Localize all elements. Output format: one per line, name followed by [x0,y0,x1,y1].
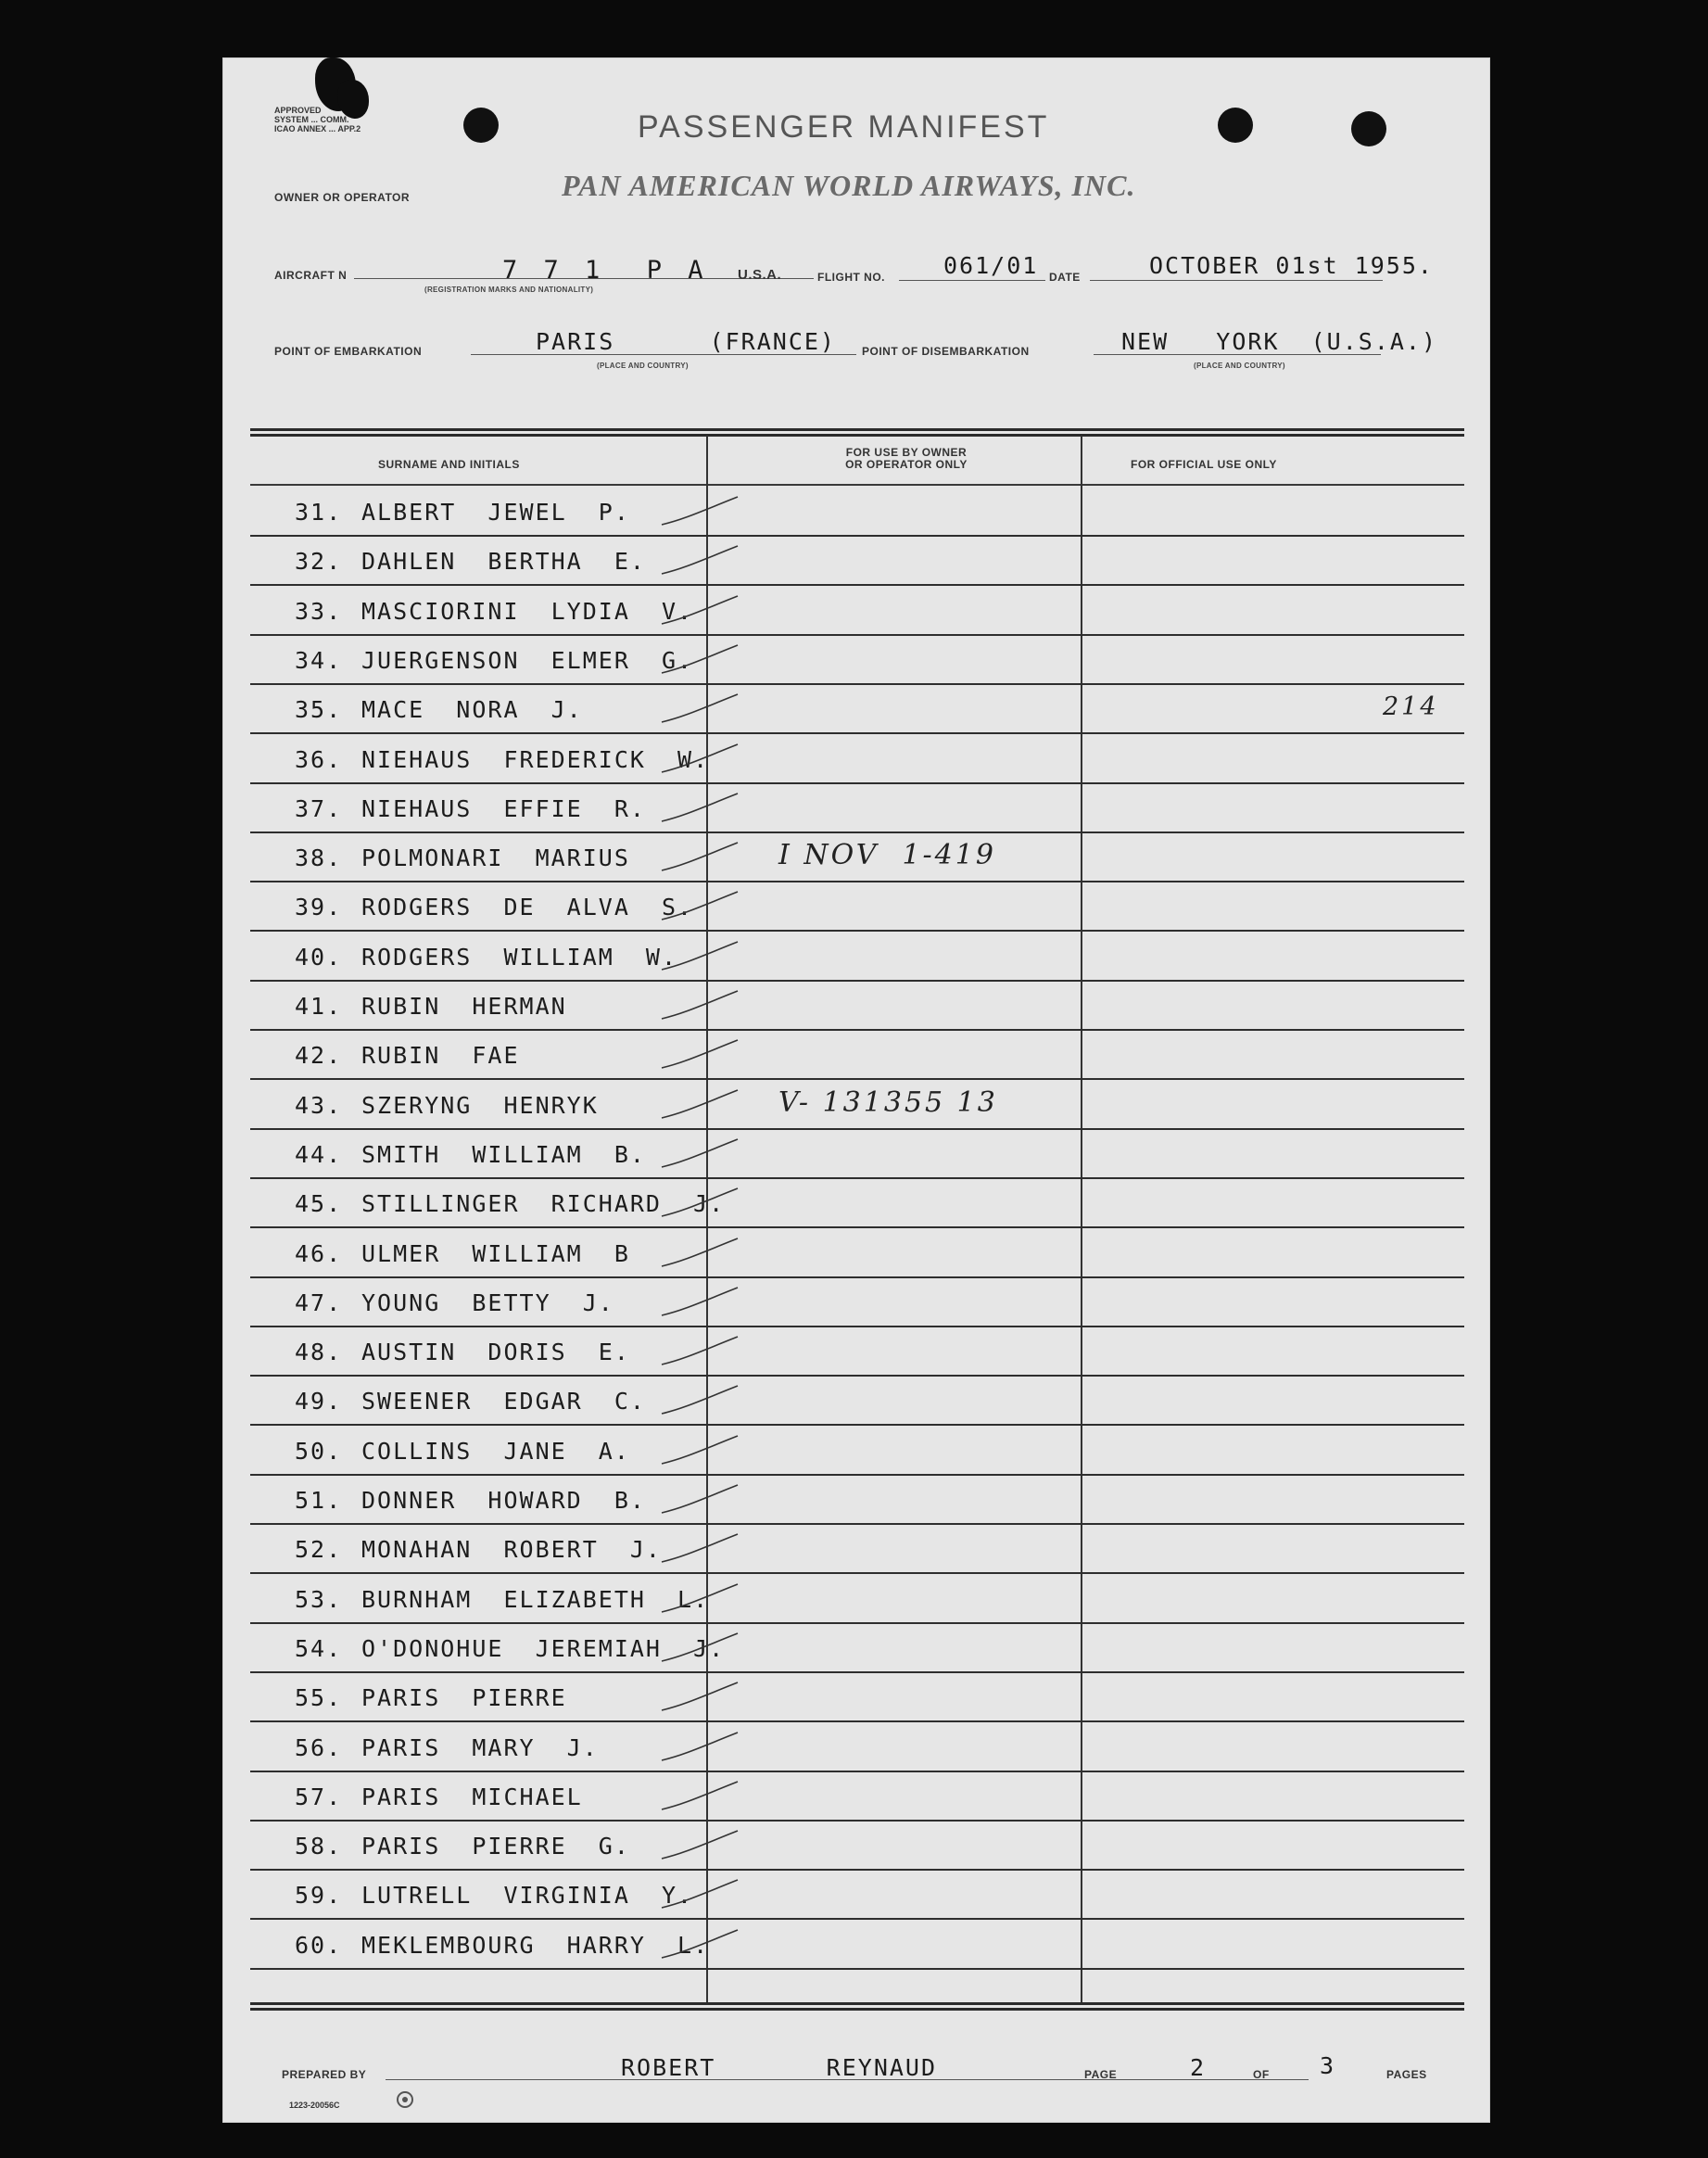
check-mark [658,790,741,827]
check-mark [658,1926,741,1963]
table-row [250,1772,1464,1822]
page-title: PASSENGER MANIFEST [638,109,1050,145]
check-mark [658,1284,741,1321]
column-header-surname: SURNAME AND INITIALS [378,458,520,471]
embarkation-value: PARIS (FRANCE) [536,328,836,355]
check-mark [658,888,741,925]
check-mark [658,1481,741,1518]
table-row [250,1179,1464,1228]
table-row [250,735,1464,784]
approval-line: APPROVED [274,106,322,115]
check-mark [658,493,741,530]
table-row [250,882,1464,932]
check-mark [658,1580,741,1618]
passenger-name: COLLINS JANE A. [361,1437,630,1465]
check-mark [658,1679,741,1716]
underline [1090,280,1383,281]
binder-hole [1351,111,1386,146]
check-mark [658,839,741,876]
check-mark [658,1185,741,1222]
check-mark [658,542,741,579]
official-note: 214 [1383,692,1439,722]
binder-hole [1218,108,1253,143]
prepared-by-label: PREPARED BY [282,2068,367,2081]
passenger-name: DONNER HOWARD B. [361,1487,646,1514]
table-row [250,982,1464,1031]
pages-label: PAGES [1386,2068,1427,2081]
passenger-name: RODGERS WILLIAM W. [361,943,678,971]
passenger-name: MONAHAN ROBERT J. [361,1536,662,1564]
aircraft-value: 7 7 1 P A [502,256,709,285]
column-header-official: FOR OFFICIAL USE ONLY [1131,458,1277,471]
row-number: 38. [295,844,343,872]
table-row [250,488,1464,537]
row-number: 53. [295,1585,343,1613]
passenger-name: MACE NORA J. [361,696,583,724]
row-number: 35. [295,696,343,724]
table-row [250,1723,1464,1772]
passenger-name: STILLINGER RICHARD J. [361,1190,726,1218]
page-total: 3 [1320,2052,1336,2079]
table-bottom-rule [250,2008,1464,2011]
approval-line: ICAO ANNEX ... APP.2 [274,124,361,133]
aircraft-sublabel: (REGISTRATION MARKS AND NATIONALITY) [424,286,594,294]
table-row [250,1229,1464,1278]
check-mark [658,1729,741,1766]
row-number: 55. [295,1684,343,1712]
check-mark [658,1432,741,1469]
passenger-name: ALBERT JEWEL P. [361,499,630,526]
passenger-name: RUBIN HERMAN [361,993,567,1020]
owner-label: OWNER OR OPERATOR [274,191,411,204]
check-mark [658,1333,741,1370]
check-mark [658,691,741,728]
row-number: 50. [295,1437,343,1465]
row-number: 58. [295,1833,343,1860]
table-row [250,1575,1464,1624]
table-row [250,933,1464,982]
row-number: 48. [295,1339,343,1366]
embarkation-label: POINT OF EMBARKATION [274,345,423,358]
row-number: 40. [295,943,343,971]
row-number: 37. [295,794,343,822]
table-row [250,1673,1464,1722]
row-number: 45. [295,1190,343,1218]
row-number: 57. [295,1783,343,1810]
passenger-name: NIEHAUS EFFIE R. [361,794,646,822]
owner-header-line: OR OPERATOR ONLY [845,458,968,471]
passenger-name: MEKLEMBOURG HARRY L. [361,1931,710,1959]
check-mark [658,1778,741,1815]
printer-logo [395,2089,415,2110]
owner-header-line: FOR USE BY OWNER [845,446,968,459]
passenger-name: POLMONARI MARIUS [361,844,630,872]
check-mark [658,1827,741,1864]
row-rule [250,1968,1464,1970]
passenger-name: ULMER WILLIAM B [361,1239,630,1267]
passenger-name: JUERGENSON ELMER G. [361,646,694,674]
check-mark [658,1235,741,1272]
row-number: 39. [295,894,343,921]
prepared-by-value: ROBERT REYNAUD [621,2054,938,2081]
table-row [250,1871,1464,1920]
row-number: 36. [295,745,343,773]
passenger-name: O'DONOHUE JEREMIAH J. [361,1634,726,1662]
row-number: 44. [295,1140,343,1168]
underline [899,280,1045,281]
table-row [250,784,1464,833]
table-row [250,833,1464,882]
date-label: DATE [1049,271,1081,284]
owner-note: V- 131355 13 [778,1085,998,1119]
table-row [250,1427,1464,1476]
passenger-name: SZERYNG HENRYK [361,1091,599,1119]
table-top-rule [250,434,1464,437]
row-number: 51. [295,1487,343,1514]
owner-note: I NOV 1-419 [778,839,996,872]
page-label: PAGE [1084,2068,1118,2081]
table-row [250,1031,1464,1080]
row-number: 33. [295,597,343,625]
row-number: 54. [295,1634,343,1662]
date-value: OCTOBER 01st 1955. [1149,252,1434,279]
row-number: 46. [295,1239,343,1267]
form-code: 1223-20056C [289,2101,340,2110]
passenger-name: BURNHAM ELIZABETH L. [361,1585,710,1613]
row-number: 60. [295,1931,343,1959]
passenger-name: PARIS PIERRE G. [361,1833,630,1860]
table-row [250,587,1464,636]
table-row [250,1130,1464,1179]
row-number: 52. [295,1536,343,1564]
embarkation-sublabel: (PLACE AND COUNTRY) [597,362,689,370]
table-row [250,1624,1464,1673]
passenger-name: YOUNG BETTY J. [361,1288,614,1316]
usa-label: U.S.A. [738,267,782,283]
check-mark [658,1136,741,1173]
check-mark [658,592,741,629]
approval-line: SYSTEM ... COMM. [274,115,349,124]
passenger-name: LUTRELL VIRGINIA Y. [361,1882,694,1910]
airline-name: PAN AMERICAN WORLD AIRWAYS, INC. [562,169,1136,202]
binder-hole [463,108,499,143]
table-bottom-rule [250,2002,1464,2005]
row-number: 42. [295,1042,343,1070]
aircraft-label: AIRCRAFT N [274,269,348,282]
flight-value: 061/01 [943,252,1039,279]
table-row [250,636,1464,685]
passenger-name: RODGERS DE ALVA S. [361,894,694,921]
column-header-owner [730,447,1082,471]
check-mark [658,641,741,679]
row-number: 56. [295,1733,343,1761]
row-number: 32. [295,548,343,576]
table-row [250,537,1464,586]
check-mark [658,1086,741,1123]
table-row [250,1525,1464,1574]
header-rule [250,484,1464,486]
passenger-name: DAHLEN BERTHA E. [361,548,646,576]
table-row [250,1278,1464,1327]
check-mark [658,1876,741,1913]
table-row [250,1327,1464,1377]
row-number: 41. [295,993,343,1020]
passenger-name: PARIS MICHAEL [361,1783,583,1810]
table-row [250,1377,1464,1426]
disembarkation-label: POINT OF DISEMBARKATION [862,345,1030,358]
table-row [250,1822,1464,1871]
row-number: 34. [295,646,343,674]
page-number: 2 [1190,2054,1207,2081]
disembarkation-value: NEW YORK (U.S.A.) [1121,328,1438,355]
passenger-name: PARIS PIERRE [361,1684,567,1712]
passenger-name: SMITH WILLIAM B. [361,1140,646,1168]
flight-label: FLIGHT NO. [817,271,885,284]
passenger-name: PARIS MARY J. [361,1733,599,1761]
passenger-name: AUSTIN DORIS E. [361,1339,630,1366]
passenger-name: MASCIORINI LYDIA V. [361,597,694,625]
check-mark [658,1630,741,1667]
check-mark [658,741,741,778]
passenger-name: SWEENER EDGAR C. [361,1388,646,1415]
check-mark [658,1036,741,1073]
passenger-name: RUBIN FAE [361,1042,520,1070]
check-mark [658,938,741,975]
row-number: 43. [295,1091,343,1119]
table-row [250,1081,1464,1130]
check-mark [658,1382,741,1419]
table-row [250,1476,1464,1525]
row-number: 31. [295,499,343,526]
check-mark [658,987,741,1024]
row-number: 47. [295,1288,343,1316]
passenger-name: NIEHAUS FREDERICK W. [361,745,710,773]
manifest-page [222,57,1490,2123]
table-row [250,1921,1464,1970]
of-label: OF [1253,2068,1270,2081]
table-top-rule [250,428,1464,431]
disembarkation-sublabel: (PLACE AND COUNTRY) [1194,362,1285,370]
table-row [250,685,1464,734]
check-mark [658,1530,741,1568]
row-number: 59. [295,1882,343,1910]
approval-note [274,106,386,133]
row-number: 49. [295,1388,343,1415]
